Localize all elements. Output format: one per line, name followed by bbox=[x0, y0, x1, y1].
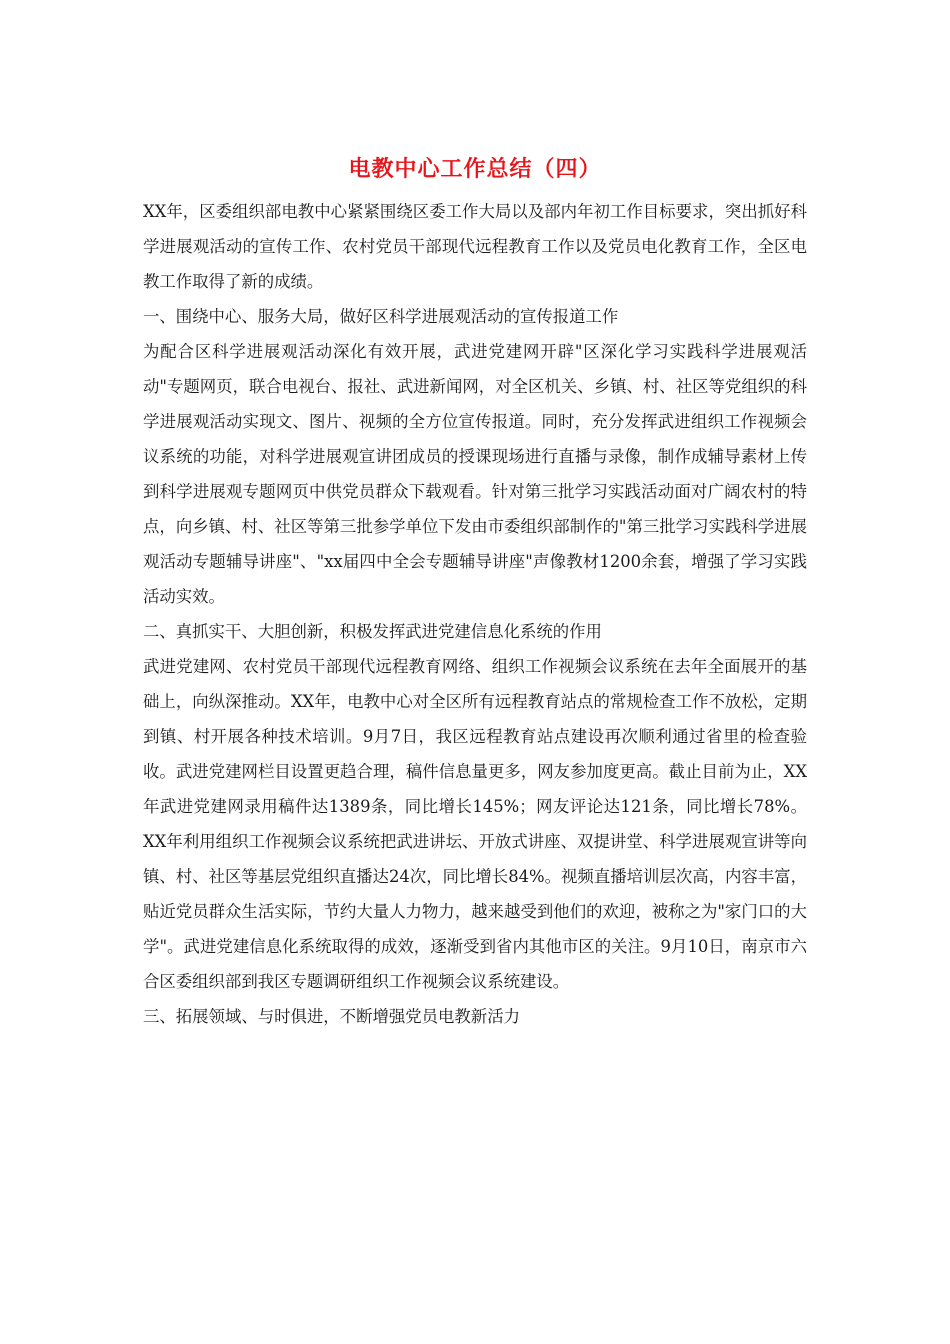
document-title: 电教中心工作总结（四） bbox=[348, 156, 602, 182]
section-heading-1: 一、围绕中心、服务大局，做好区科学进展观活动的宣传报道工作 bbox=[143, 307, 619, 326]
section-heading-2: 二、真抓实干、大胆创新，积极发挥武进党建信息化系统的作用 bbox=[143, 622, 602, 641]
intro-paragraph: XX年，区委组织部电教中心紧紧围绕区委工作大局以及部内年初工作目标要求，突出抓好科学进展观活动的宣传工作、农村党员干部现代远程教育工作以及党员电化教育工作，全区电教工作取得了新的成绩。 bbox=[143, 202, 807, 291]
section-heading-3: 三、拓展领域、与时俱进，不断增强党员电教新活力 bbox=[143, 1007, 520, 1026]
section-paragraph-2: 武进党建网、农村党员干部现代远程教育网络、组织工作视频会议系统在去年全面展开的基础上，向纵深推动。XX年，电教中心对全区所有远程教育站点的常规检查工作不放松，定期到镇、村开展各种技术培训。9月7日，我区远程教育站点建设再次顺利通过省里的检查验收。武进党建网栏目设置更趋合理，稿件信息量更多，网友参加度更高。截止目前为止，XX年武进党建网录用稿件达1389条，同比增长145%；网友评论达121条，同比增长78%。XX年利用组织工作视频会议系统把武进讲坛、开放式讲座、双提讲堂、科学进展观宣讲等向镇、村、社区等基层党组织直播达24次，同比增长84%。视频直播培训层次高，内容丰富，贴近党员群众生活实际，节约大量人力物力，越来越受到他们的欢迎，被称之为"家门口的大学"。武进党建信息化系统取得的成效，逐渐受到省内其他市区的关注。9月10日，南京市六合区委组织部到我区专题调研组织工作视频会议系统建设。 bbox=[143, 657, 807, 991]
section-paragraph-1: 为配合区科学进展观活动深化有效开展，武进党建网开辟"区深化学习实践科学进展观活动"专题网页，联合电视台、报社、武进新闻网，对全区机关、乡镇、村、社区等党组织的科学进展观活动实现文、图片、视频的全方位宣传报道。同时，充分发挥武进组织工作视频会议系统的功能，对科学进展观宣讲团成员的授课现场进行直播与录像，制作成辅导素材上传到科学进展观专题网页中供党员群众下载观看。针对第三批学习实践活动面对广阔农村的特点，向乡镇、村、社区等第三批参学单位下发由市委组织部制作的"第三批学习实践科学进展观活动专题辅导讲座"、"xx届四中全会专题辅导讲座"声像教材1200余套，增强了学习实践活动实效。 bbox=[143, 342, 807, 606]
document-body bbox=[143, 194, 807, 1034]
